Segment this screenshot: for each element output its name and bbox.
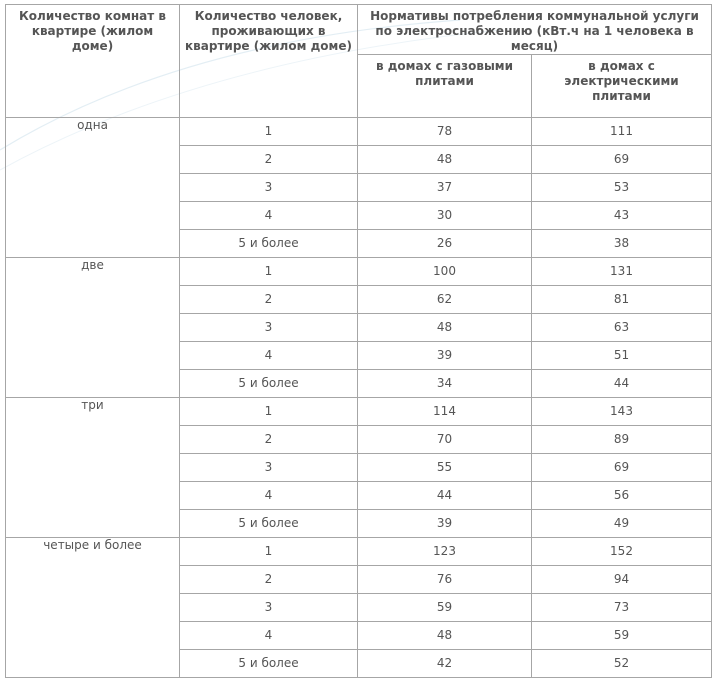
electric-norm-cell: 56 — [532, 482, 712, 510]
gas-norm-cell: 34 — [358, 370, 532, 398]
people-cell: 1 — [180, 118, 358, 146]
people-cell: 4 — [180, 482, 358, 510]
header-people: Количество человек, проживающих в квартире (жилом доме) — [180, 5, 358, 118]
people-cell: 3 — [180, 314, 358, 342]
electric-norm-cell: 143 — [532, 398, 712, 426]
people-cell: 5 и более — [180, 510, 358, 538]
electric-norm-cell: 44 — [532, 370, 712, 398]
people-cell: 2 — [180, 146, 358, 174]
table-body — [6, 118, 712, 678]
electric-norm-cell: 73 — [532, 594, 712, 622]
header-gas-stoves: в домах с газовыми плитами — [358, 55, 532, 118]
gas-norm-cell: 26 — [358, 230, 532, 258]
gas-norm-cell: 39 — [358, 510, 532, 538]
people-cell: 5 и более — [180, 230, 358, 258]
electric-norm-cell: 43 — [532, 202, 712, 230]
rooms-cell: три — [6, 398, 180, 538]
gas-norm-cell: 48 — [358, 622, 532, 650]
table-row — [6, 118, 712, 146]
header-electric-stoves: в домах с электрическими плитами — [532, 55, 712, 118]
gas-norm-cell: 76 — [358, 566, 532, 594]
people-cell: 5 и более — [180, 650, 358, 678]
gas-norm-cell: 30 — [358, 202, 532, 230]
people-cell: 4 — [180, 202, 358, 230]
electric-norm-cell: 51 — [532, 342, 712, 370]
electric-norm-cell: 152 — [532, 538, 712, 566]
people-cell: 1 — [180, 398, 358, 426]
gas-norm-cell: 42 — [358, 650, 532, 678]
people-cell: 4 — [180, 622, 358, 650]
rooms-cell: четыре и более — [6, 538, 180, 678]
table-row — [6, 398, 712, 426]
header-norms: Нормативы потребления коммунальной услуги по электроснабжению (кВт.ч на 1 человека в месяц) — [358, 5, 712, 55]
electric-norm-cell: 131 — [532, 258, 712, 286]
people-cell: 2 — [180, 426, 358, 454]
electric-norm-cell: 69 — [532, 454, 712, 482]
gas-norm-cell: 78 — [358, 118, 532, 146]
people-cell: 4 — [180, 342, 358, 370]
electric-norm-cell: 94 — [532, 566, 712, 594]
people-cell: 2 — [180, 286, 358, 314]
people-cell: 3 — [180, 454, 358, 482]
gas-norm-cell: 100 — [358, 258, 532, 286]
electric-norm-cell: 53 — [532, 174, 712, 202]
gas-norm-cell: 48 — [358, 146, 532, 174]
electric-norm-cell: 63 — [532, 314, 712, 342]
electric-norm-cell: 52 — [532, 650, 712, 678]
people-cell: 1 — [180, 258, 358, 286]
gas-norm-cell: 37 — [358, 174, 532, 202]
gas-norm-cell: 44 — [358, 482, 532, 510]
people-cell: 3 — [180, 594, 358, 622]
rooms-cell: одна — [6, 118, 180, 258]
people-cell: 3 — [180, 174, 358, 202]
electric-norm-cell: 89 — [532, 426, 712, 454]
gas-norm-cell: 39 — [358, 342, 532, 370]
people-cell: 2 — [180, 566, 358, 594]
people-cell: 5 и более — [180, 370, 358, 398]
gas-norm-cell: 70 — [358, 426, 532, 454]
electric-norm-cell: 81 — [532, 286, 712, 314]
gas-norm-cell: 59 — [358, 594, 532, 622]
table-row — [6, 538, 712, 566]
gas-norm-cell: 123 — [358, 538, 532, 566]
electric-norm-cell: 59 — [532, 622, 712, 650]
table-row — [6, 258, 712, 286]
people-cell: 1 — [180, 538, 358, 566]
rooms-cell: две — [6, 258, 180, 398]
gas-norm-cell: 48 — [358, 314, 532, 342]
electric-norm-cell: 69 — [532, 146, 712, 174]
consumption-norms-table — [5, 4, 712, 678]
electric-norm-cell: 111 — [532, 118, 712, 146]
gas-norm-cell: 62 — [358, 286, 532, 314]
gas-norm-cell: 114 — [358, 398, 532, 426]
header-rooms: Количество комнат в квартире (жилом доме) — [6, 5, 180, 118]
electric-norm-cell: 49 — [532, 510, 712, 538]
gas-norm-cell: 55 — [358, 454, 532, 482]
electric-norm-cell: 38 — [532, 230, 712, 258]
